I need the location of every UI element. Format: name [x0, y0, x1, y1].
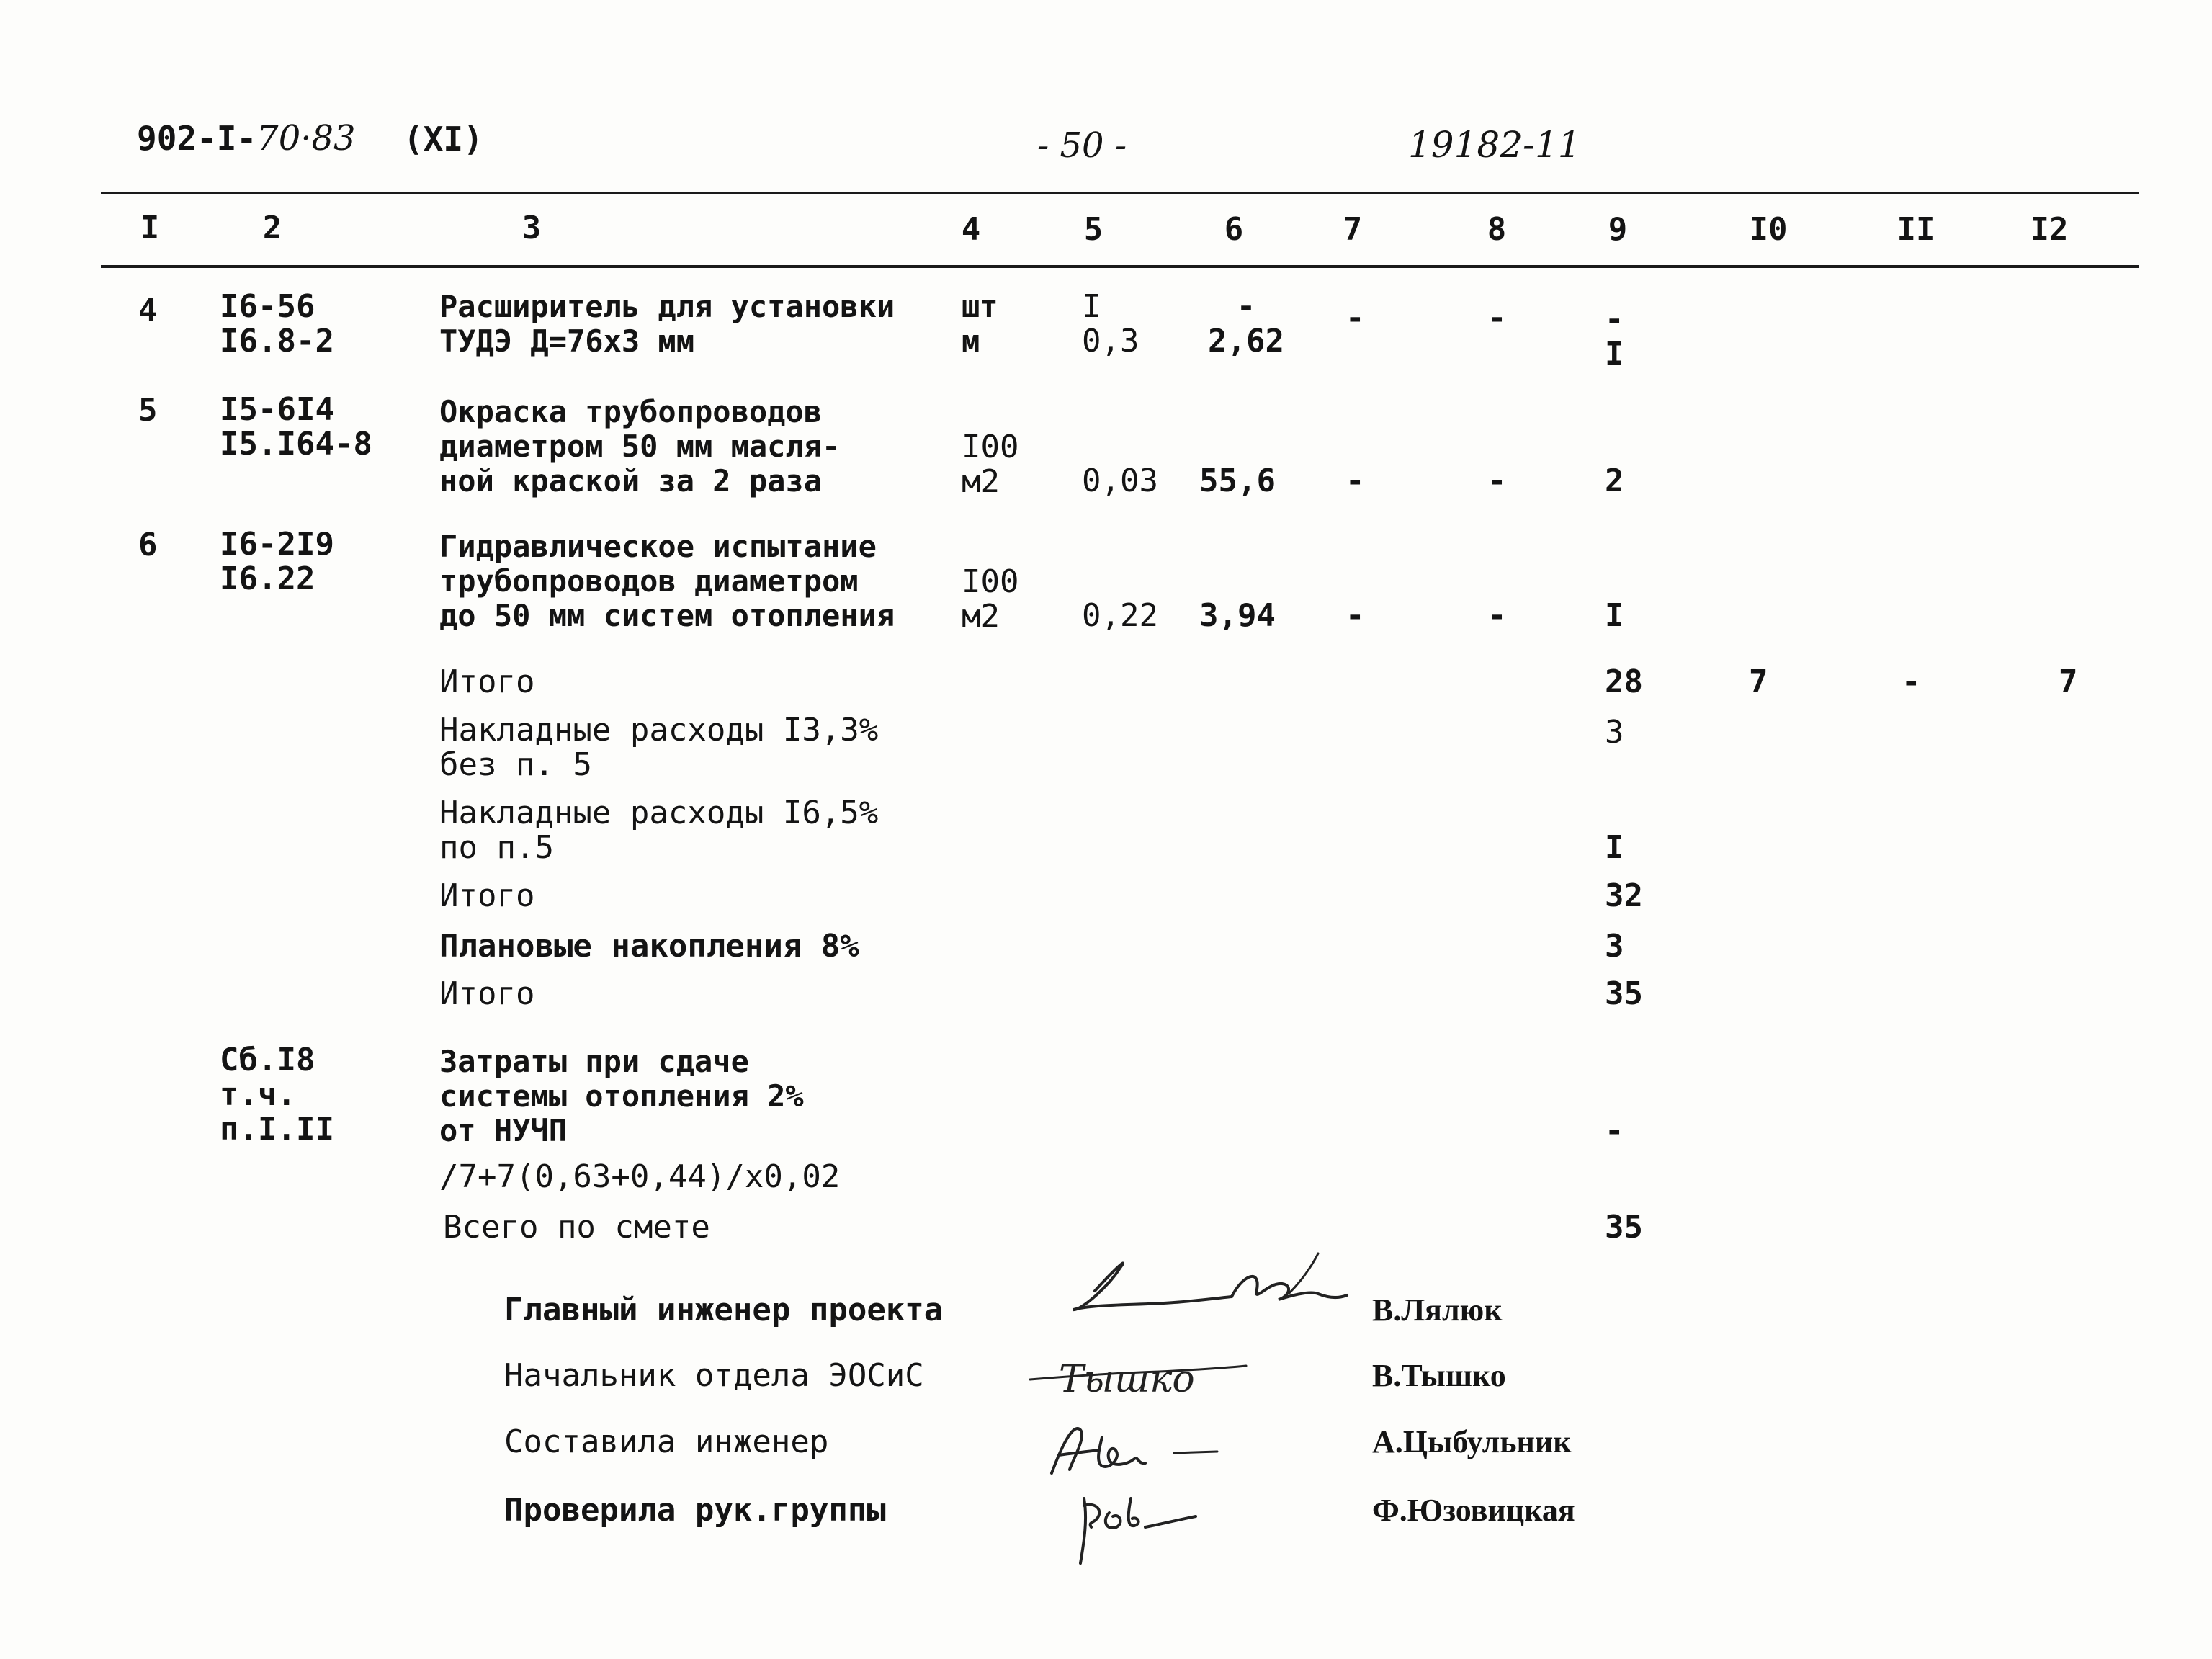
total-label: Итого: [439, 877, 535, 914]
row-unit: I00 м2: [962, 429, 1019, 500]
row-code: I6-56 I6.8-2: [220, 288, 334, 359]
grand-total-label: Всего по смете: [443, 1209, 710, 1246]
overhead-label: Накладные расходы I3,3% без п. 5: [439, 712, 879, 783]
row-col7: -: [1345, 597, 1365, 634]
row-col7: -: [1345, 300, 1365, 336]
signature-role: Главный инженер проекта: [504, 1292, 944, 1328]
album-number: (XI): [403, 120, 483, 158]
col-head: 9: [1608, 211, 1628, 248]
row-col9: - I: [1605, 301, 1624, 372]
header-bottom-rule: [101, 265, 2139, 268]
row-qty: I 0,3: [1082, 288, 1139, 359]
row-number: 6: [138, 527, 158, 563]
signature-scribble-head-of-department: [1016, 1340, 1253, 1412]
col-head: 6: [1224, 211, 1244, 248]
handover-label: Затраты при сдаче системы отопления 2% от НУЧП: [439, 1044, 804, 1148]
row-col8: -: [1487, 462, 1507, 499]
col-head: 4: [961, 211, 981, 248]
col-head: I0: [1749, 211, 1788, 248]
row-col9: 2: [1605, 462, 1624, 499]
grand-total-col9: 35: [1605, 1209, 1643, 1246]
row-price: 3,94: [1199, 597, 1276, 634]
signature-role: Начальник отдела ЭОСиС: [504, 1357, 924, 1394]
col-head: I2: [2030, 211, 2069, 248]
col-head: 7: [1343, 211, 1363, 248]
col-head: 3: [521, 210, 542, 246]
signature-role: Составила инженер: [504, 1423, 829, 1460]
signature-name: А.Цыбульник: [1372, 1424, 1572, 1459]
signature-scribble-chief-engineer: [1052, 1225, 1354, 1340]
row-name: Окраска трубопроводов диаметром 50 мм масля- ной краской за 2 раза: [439, 394, 841, 498]
row-qty: 0,22: [1082, 597, 1158, 634]
row-name: Гидравлическое испытание трубопроводов диаметром до 50 мм систем отопления: [439, 529, 895, 633]
doc-code-handwritten: 70·83: [256, 118, 356, 158]
handover-col9: -: [1605, 1112, 1624, 1149]
row-qty: 0,03: [1082, 462, 1158, 499]
signature-scribble-group-leader: [1052, 1477, 1224, 1570]
row-code: I5-6I4 I5.I64-8: [220, 391, 372, 462]
page-number: - 50 -: [1037, 125, 1127, 166]
col-head: II: [1897, 211, 1935, 248]
col-head: 8: [1487, 211, 1507, 248]
row-unit: I00 м2: [962, 563, 1019, 635]
total-label: Итого: [439, 663, 535, 700]
overhead-label: Накладные расходы I6,5% по п.5: [439, 795, 879, 866]
header-top-rule: [101, 192, 2139, 194]
signature-name: Ф.Юзовицкая: [1372, 1493, 1575, 1528]
row-col7: -: [1345, 462, 1365, 499]
col-head: 2: [262, 210, 282, 246]
signature-role: Проверила рук.группы: [504, 1492, 886, 1529]
row-price: 55,6: [1199, 462, 1276, 499]
total-col10: 7: [1749, 663, 1768, 700]
signature-name: В.Лялюк: [1372, 1292, 1503, 1328]
row-unit: шт м: [962, 289, 998, 359]
row-price: - 2,62: [1208, 288, 1284, 359]
row-name: Расширитель для установки ТУДЭ Д=76х3 мм: [439, 289, 895, 359]
doc-code-printed: 902-I-: [137, 119, 257, 158]
total-col12: 7: [2059, 663, 2078, 700]
col-head: I: [140, 210, 160, 246]
total-col11: -: [1902, 663, 1921, 700]
total-col9: 32: [1605, 877, 1643, 914]
overhead-col9: 3: [1605, 714, 1624, 751]
col-head: 5: [1083, 211, 1103, 248]
signature-handwritten-text: Тышко: [1059, 1358, 1195, 1401]
total-col9: 35: [1605, 975, 1643, 1012]
row-col8: -: [1487, 597, 1507, 634]
row-number: 5: [138, 392, 158, 429]
row-col8: -: [1487, 300, 1507, 336]
total-label: Итого: [439, 975, 535, 1012]
planned-savings-label: Плановые накопления 8%: [439, 928, 859, 965]
row-code: I6-2I9 I6.22: [220, 526, 334, 597]
signature-name: В.Тышко: [1372, 1358, 1506, 1393]
signature-scribble-engineer: [1030, 1408, 1232, 1488]
handover-code: Сб.I8 т.ч. п.I.II: [220, 1042, 334, 1148]
stamp-number: 19182-11: [1408, 124, 1581, 166]
planned-savings-col9: 3: [1605, 928, 1624, 965]
row-number: 4: [138, 292, 158, 329]
total-col9: 28: [1605, 663, 1643, 700]
doc-code: [137, 118, 356, 158]
handover-formula: /7+7(0,63+0,44)/х0,02: [439, 1158, 841, 1195]
row-col9: I: [1605, 597, 1624, 634]
overhead-col9: I: [1605, 829, 1624, 866]
